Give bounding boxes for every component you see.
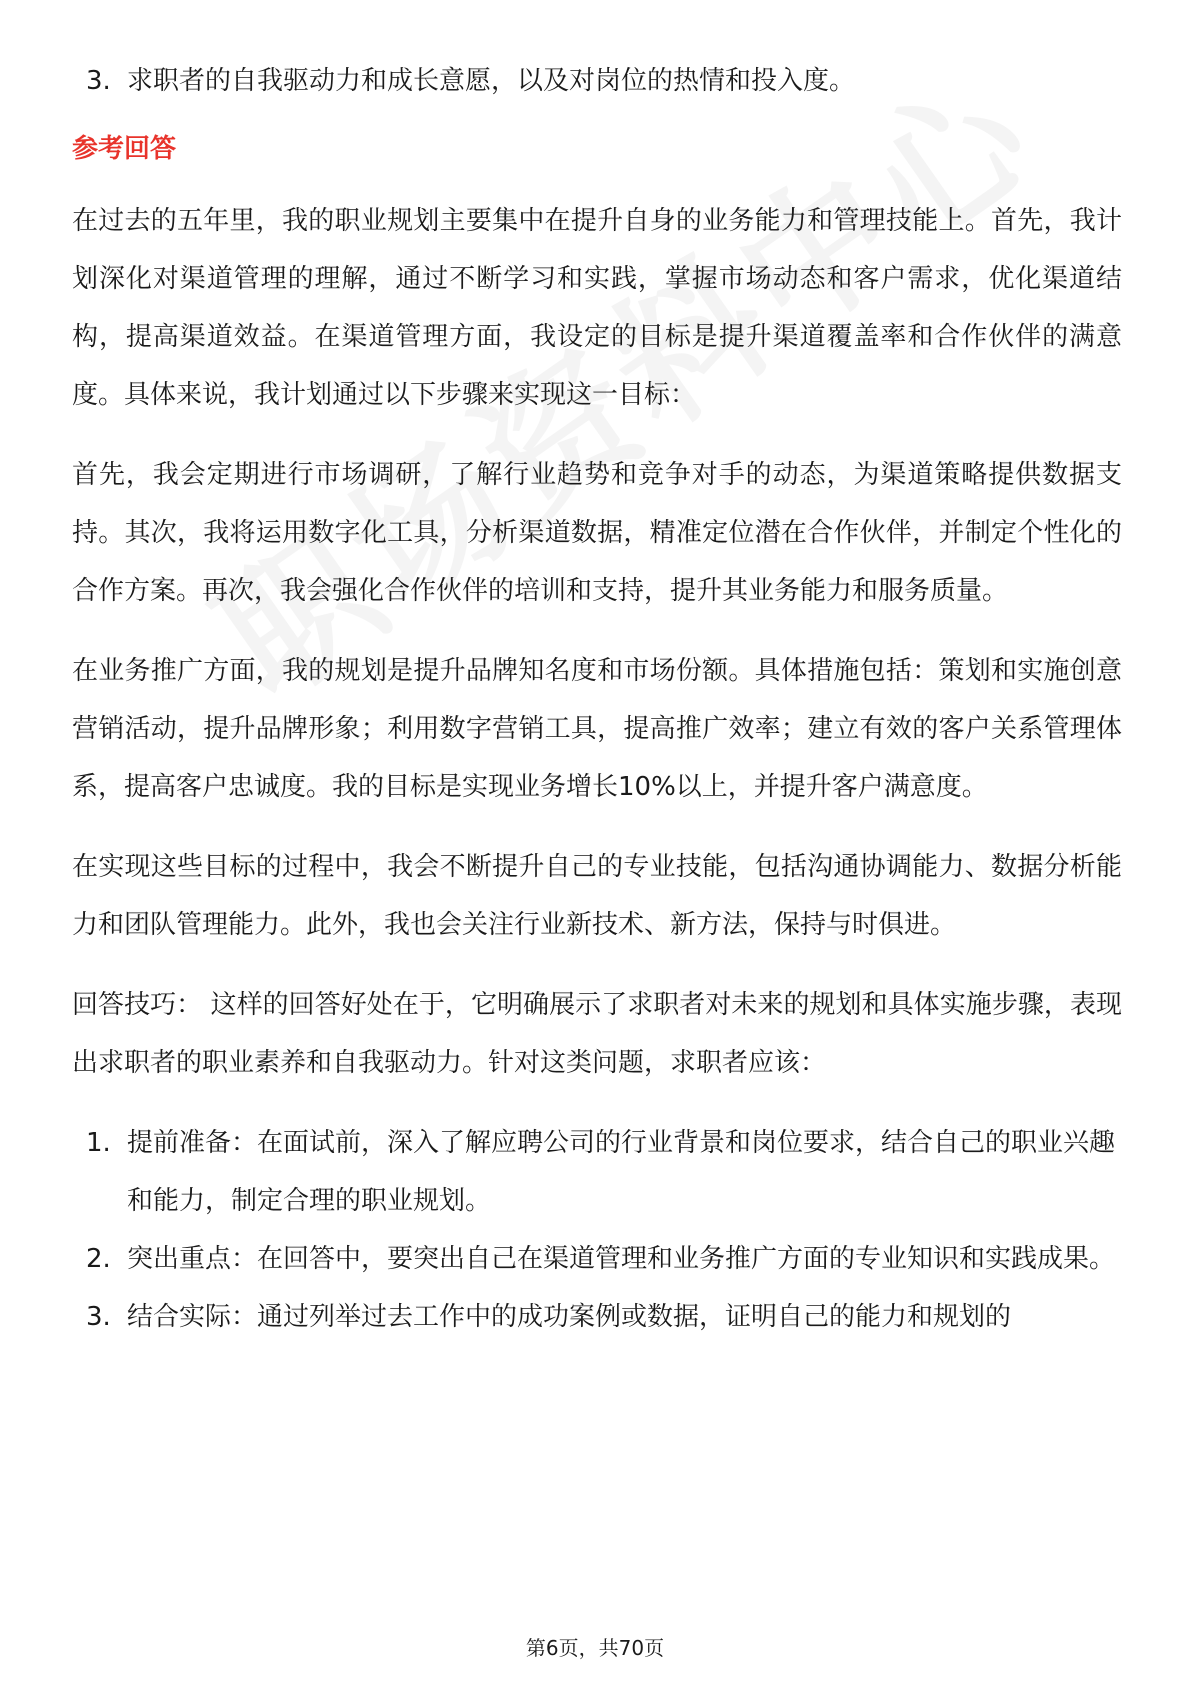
section-heading: 参考回答 [72, 134, 177, 164]
list-item-text: 提前准备：在面试前，深入了解应聘公司的行业背景和岗位要求，结合自己的职业兴趣和能力，制定合理的职业规划。 [127, 1128, 1116, 1216]
paragraph: 在业务推广方面，我的规划是提升品牌知名度和市场份额。具体措施包括：策划和实施创意营销活动，提升品牌形象；利用数字营销工具，提高推广效率；建立有效的客户关系管理体系，提高客户忠诚度。我的目标是实现业务增长10%以上，并提升客户满意度。 [72, 656, 1122, 802]
list-item-text: 结合实际：通过列举过去工作中的成功案例或数据，证明自己的能力和规划的 [127, 1302, 1012, 1332]
list-item-number: 3. [86, 66, 111, 96]
list-item [72, 1230, 1122, 1288]
list-item [72, 52, 1122, 110]
list-item-text: 求职者的自我驱动力和成长意愿，以及对岗位的热情和投入度。 [127, 66, 856, 96]
answer-tips-paragraph: 回答技巧： 这样的回答好处在于，它明确展示了求职者对未来的规划和具体实施步骤，表现出求职者的职业素养和自我驱动力。针对这类问题，求职者应该： [72, 990, 1122, 1078]
list-item-number: 1. [86, 1128, 111, 1158]
list-item [72, 1288, 1122, 1346]
paragraph: 在实现这些目标的过程中，我会不断提升自己的专业技能，包括沟通协调能力、数据分析能力和团队管理能力。此外，我也会关注行业新技术、新方法，保持与时俱进。 [72, 852, 1122, 940]
list-item-number: 3. [86, 1302, 111, 1332]
list-item-text: 突出重点：在回答中，要突出自己在渠道管理和业务推广方面的专业知识和实践成果。 [127, 1244, 1116, 1274]
tips-list [72, 1114, 1122, 1346]
list-item-number: 2. [86, 1244, 111, 1274]
paragraph: 首先，我会定期进行市场调研，了解行业趋势和竞争对手的动态，为渠道策略提供数据支持。其次，我将运用数字化工具，分析渠道数据，精准定位潜在合作伙伴，并制定个性化的合作方案。再次，我会强化合作伙伴的培训和支持，提升其业务能力和服务质量。 [72, 460, 1122, 606]
page-number-footer: 第6页，共70页 [525, 1636, 665, 1660]
paragraph: 在过去的五年里，我的职业规划主要集中在提升自身的业务能力和管理技能上。首先，我计划深化对渠道管理的理解，通过不断学习和实践，掌握市场动态和客户需求，优化渠道结构，提高渠道效益。在渠道管理方面，我设定的目标是提升渠道覆盖率和合作伙伴的满意度。具体来说，我计划通过以下步骤来实现这一目标： [72, 206, 1122, 410]
page-content [72, 52, 1122, 1346]
list-item [72, 1114, 1122, 1230]
